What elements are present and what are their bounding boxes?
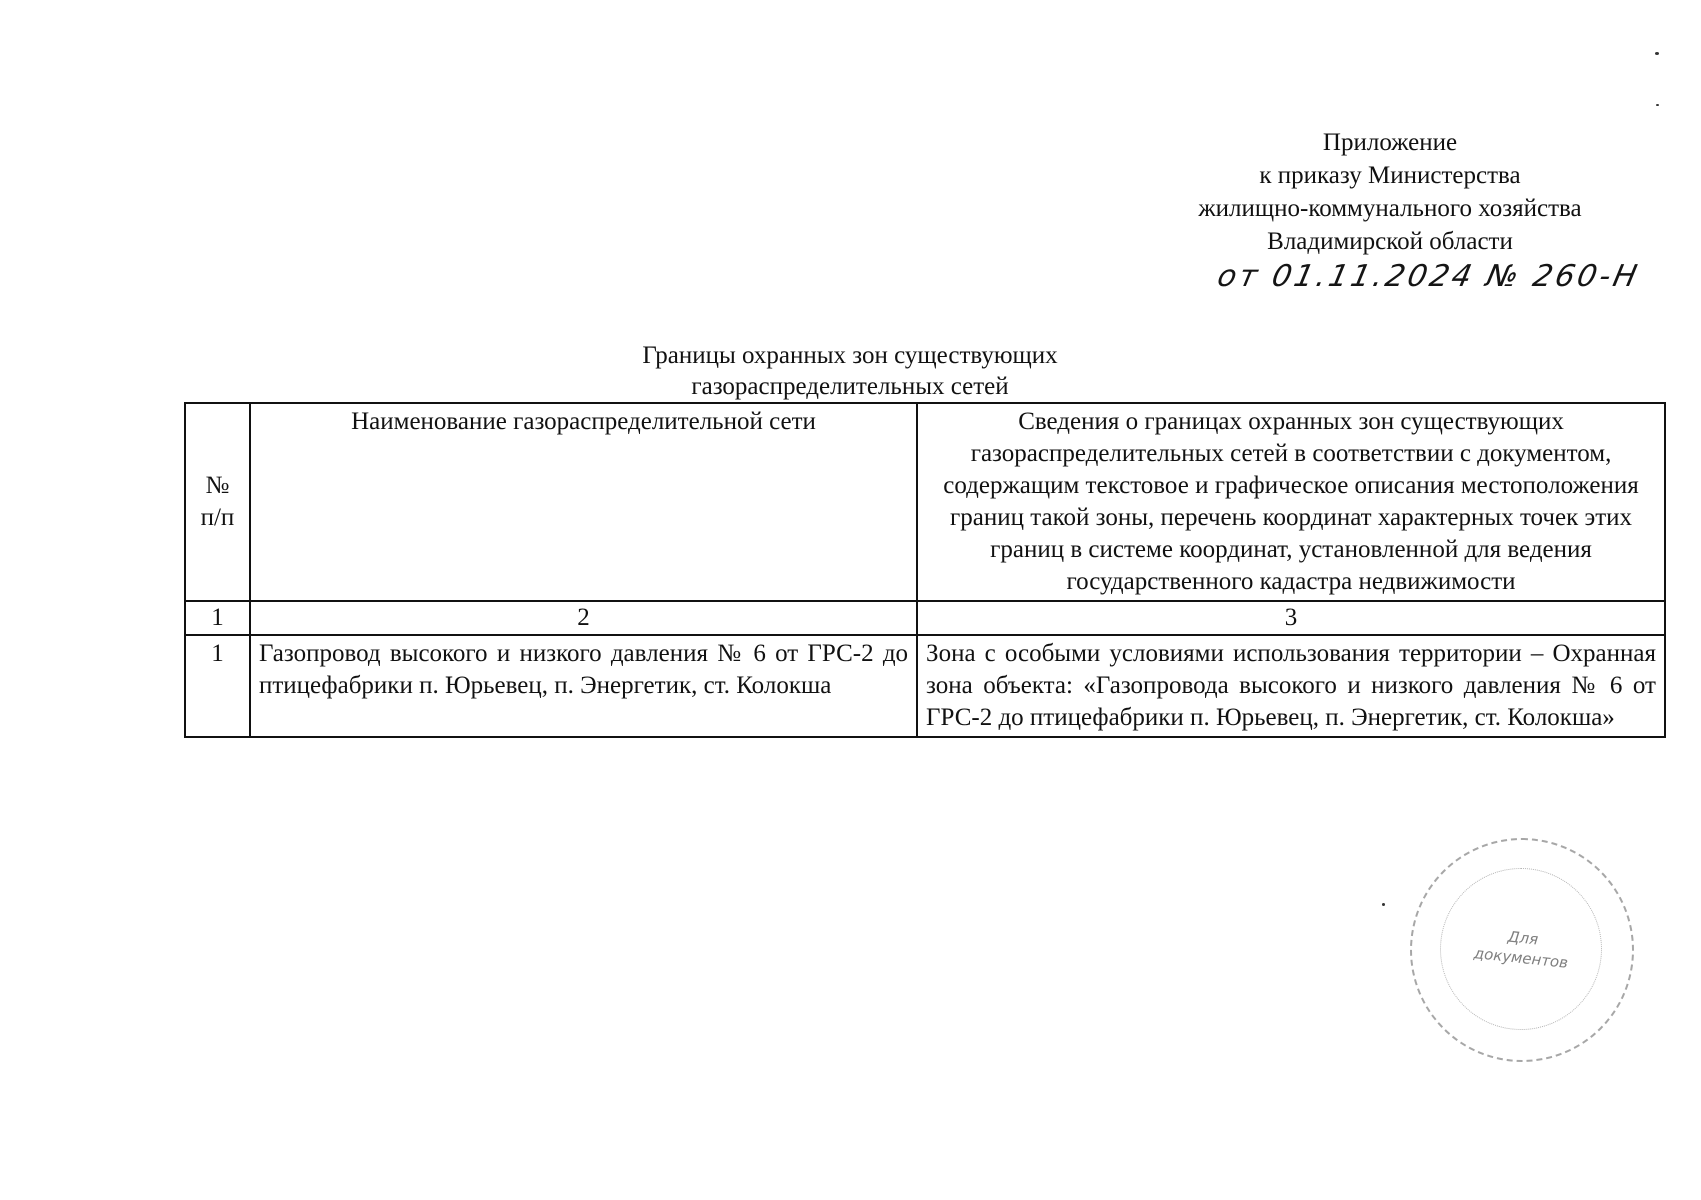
stamp-line-1: Для [1507,927,1540,949]
appendix-line-4: Владимирской области [1267,228,1513,255]
column-number-3: 3 [917,601,1665,635]
title-line-1: Границы охранных зон существующих [642,342,1058,369]
scan-speck [1655,52,1659,55]
column-numbers-row [185,601,1665,635]
appendix-line-2: к приказу Министерства [1259,162,1521,189]
table-row [185,635,1665,737]
scan-speck [1382,903,1385,906]
scan-speck [1656,104,1659,106]
row-name: Газопровод высокого и низкого давления № 6 от ГРС-2 до птицефабрики п. Юрьевец, п. Энергетик, ст. Колокша [250,635,917,737]
appendix-line-1: Приложение [1322,129,1458,156]
round-seal-stamp [1410,838,1634,1062]
column-number-2: 2 [250,601,917,635]
appendix-block [1150,126,1630,258]
row-num: 1 [185,635,250,737]
column-number-1: 1 [185,601,250,635]
title-line-2: газораспределительных сетей [691,373,1009,400]
row-info: Зона с особыми условиями использования территории – Охранная зона объекта: «Газопровода высокого и низкого давления № 6 от ГРС-2 до птицефабрики п. Юрьевец, п. Энергетик, ст. Колокша» [917,635,1665,737]
handwritten-date-number: от 01.11.2024 № 260-Н [1214,259,1643,294]
stamp-line-2: документов [1472,944,1569,972]
document-title [540,340,1160,402]
table-header-row [185,403,1665,601]
zones-table [184,402,1666,738]
header-info: Сведения о границах охранных зон существующих газораспределительных сетей в соответствии с документом, содержащим текстовое и графическое описания местоположения границ такой зоны, перечень координат характерных точек этих границ в системе координат, установленной для ведения государственного кадастра недвижимости [917,403,1665,601]
appendix-line-3: жилищно-коммунального хозяйства [1198,195,1582,222]
header-num: № п/п [185,403,250,601]
header-name: Наименование газораспределительной сети [250,403,917,601]
